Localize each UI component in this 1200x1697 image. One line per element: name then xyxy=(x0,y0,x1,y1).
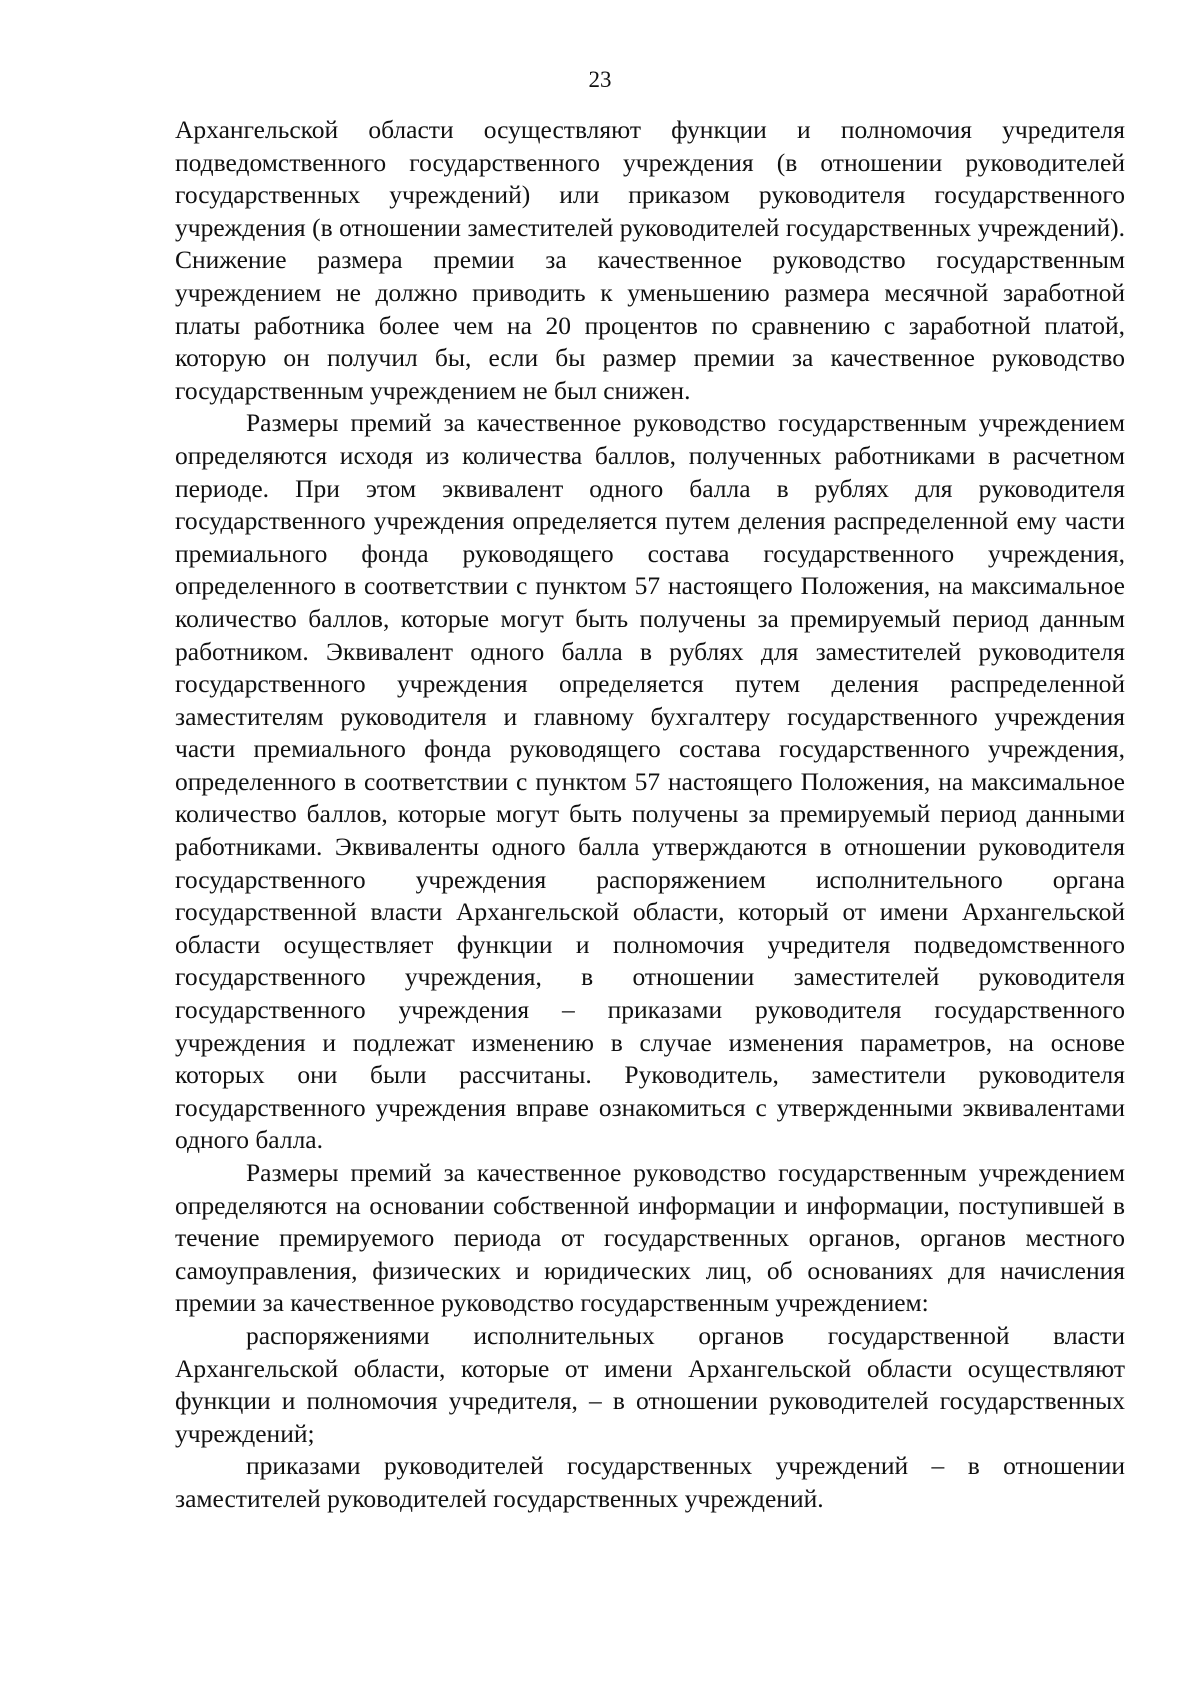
list-item-orders-executive-bodies: распоряжениями исполнительных органов государственной власти Архангельской области, которые от имени Архангельской области осуществляют функции и полномочия учредителя, – в отношении руководителей государственных учреждений; xyxy=(175,1320,1125,1448)
paragraph-bonus-size-points: Размеры премий за качественное руководство государственным учреждением определяются исходя из количества баллов, полученных работниками в расчетном периоде. При этом эквивалент одного балла в рублях для руководителя государственного учреждения определяется путем деления распределенной ему части премиального фонда руководящего состава государственного учреждения, определенного в соответствии с пунктом 57 настоящего Положения, на максимальное количество баллов, которые могут быть получены за премируемый период данным работником. Эквивалент одного балла в рублях для заместителей руководителя государственного учреждения определяется путем деления распределенной заместителям руководителя и главному бухгалтеру государственного учреждения части премиального фонда руководящего состава государственного учреждения, определенного в соответствии с пунктом 57 настоящего Положения, на максимальное количество баллов, которые могут быть получены за премируемый период данными работниками. Эквиваленты одного балла утверждаются в отношении руководителя государственного учреждения распоряжением исполнительного органа государственной власти Архангельской области, который от имени Архангельской области осуществляет функции и полномочия учредителя подведомственного государственного учреждения, в отношении заместителей руководителя государственного учреждения – приказами руководителя государственного учреждения и подлежат изменению в случае изменения параметров, на основе которых они были рассчитаны. Руководитель, заместители руководителя государственного учреждения вправе ознакомиться с утвержденными эквивалентами одного балла. xyxy=(175,408,1125,1155)
list-item-orders-heads: приказами руководителей государственных учреждений – в отношении заместителей руководителей государственных учреждений. xyxy=(175,1451,1125,1513)
page-number: 23 xyxy=(588,67,612,92)
paragraph-bonus-size-information: Размеры премий за качественное руководство государственным учреждением определяются на основании собственной информации и информации, поступившей в течение премируемого периода от государственных органов, органов местного самоуправления, физических и юридических лиц, об основаниях для начисления премии за качественное руководство государственным учреждением: xyxy=(175,1158,1125,1318)
document-body xyxy=(175,114,1125,1516)
paragraph-continuation: Архангельской области осуществляют функции и полномочия учредителя подведомственного государственного учреждения (в отношении руководителей государственных учреждений) или приказом руководителя государственного учреждения (в отношении заместителей руководителей государственных учреждений). Снижение размера премии за качественное руководство государственным учреждением не должно приводить к уменьшению размера месячной заработной платы работника более чем на 20 процентов по сравнению с заработной платой, которую он получил бы, если бы размер премии за качественное руководство государственным учреждением не был снижен. xyxy=(175,115,1125,405)
